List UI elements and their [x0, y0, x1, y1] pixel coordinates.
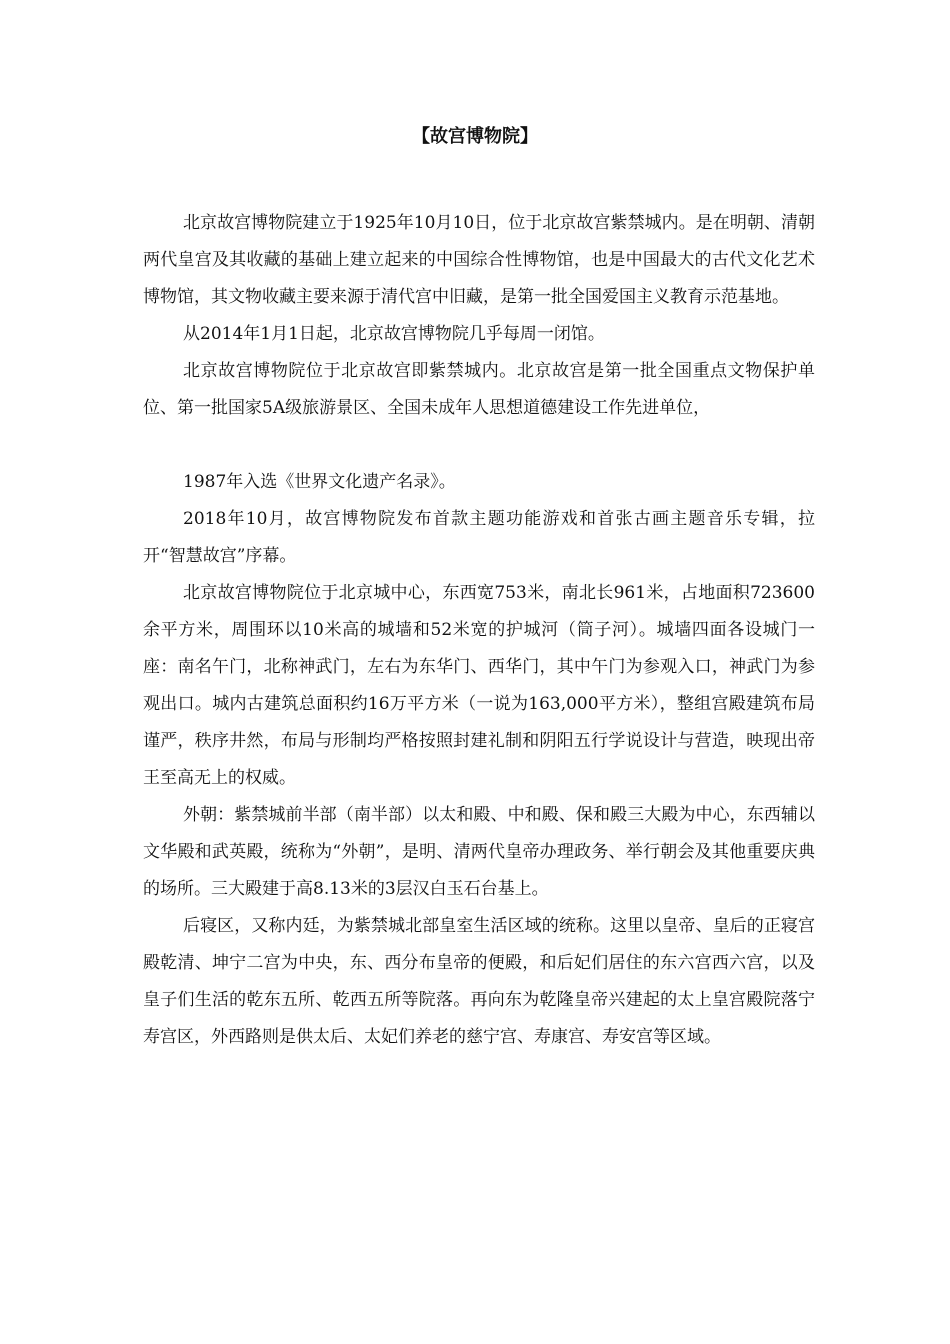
paragraph-outer-court: 外朝：紫禁城前半部（南半部）以太和殿、中和殿、保和殿三大殿为中心，东西辅以文华殿和武英殿，统称为“外朝”，是明、清两代皇帝办理政务、举行朝会及其他重要庆典的场所。三大殿建于高8.13米的3层汉白玉石台基上。 — [143, 805, 815, 899]
paragraph-heritage-status: 北京故宫博物院位于北京故宫即紫禁城内。北京故宫是第一批全国重点文物保护单位、第一批国家5A级旅游景区、全国未成年人思想道德建设工作先进单位， — [143, 361, 815, 418]
document-title: 【故宫博物院】 — [412, 126, 538, 147]
paragraph-world-heritage: 1987年入选《世界文化遗产名录》。 — [183, 472, 456, 492]
paragraph-intro: 北京故宫博物院建立于1925年10月10日，位于北京故宫紫禁城内。是在明朝、清朝两代皇宫及其收藏的基础上建立起来的中国综合性博物馆，也是中国最大的古代文化艺术博物馆，其文物收藏主要来源于清代宫中旧藏，是第一批全国爱国主义教育示范基地。 — [143, 213, 815, 307]
paragraph-closing-days: 从2014年1月1日起，北京故宫博物院几乎每周一闭馆。 — [183, 324, 605, 344]
paragraph-inner-court: 后寝区，又称内廷，为紫禁城北部皇室生活区域的统称。这里以皇帝、皇后的正寝宫殿乾清、坤宁二宫为中央，东、西分布皇帝的便殿，和后妃们居住的东六宫西六宫，以及皇子们生活的乾东五所、乾西五所等院落。再向东为乾隆皇帝兴建起的太上皇宫殿院落宁寿宫区，外西路则是供太后、太妃们养老的慈宁宫、寿康宫、寿安宫等区域。 — [143, 916, 815, 1047]
paragraph-smart-palace: 2018年10月，故宫博物院发布首款主题功能游戏和首张古画主题音乐专辑，拉开“智慧故宫”序幕。 — [143, 509, 815, 566]
paragraph-gap — [143, 427, 815, 464]
paragraph-location-layout: 北京故宫博物院位于北京城中心，东西宽753米，南北长961米，占地面积723600余平方米，周围环以10米高的城墙和52米宽的护城河（筒子河）。城墙四面各设城门一座：南名午门，北称神武门，左右为东华门、西华门，其中午门为参观入口，神武门为参观出口。城内古建筑总面积约16万平方米（一说为163,000平方米），整组宫殿建筑布局谨严，秩序井然，布局与形制均严格按照封建礼制和阴阳五行学说设计与营造，映现出帝王至高无上的权威。 — [143, 583, 815, 788]
document-body — [143, 205, 815, 1056]
